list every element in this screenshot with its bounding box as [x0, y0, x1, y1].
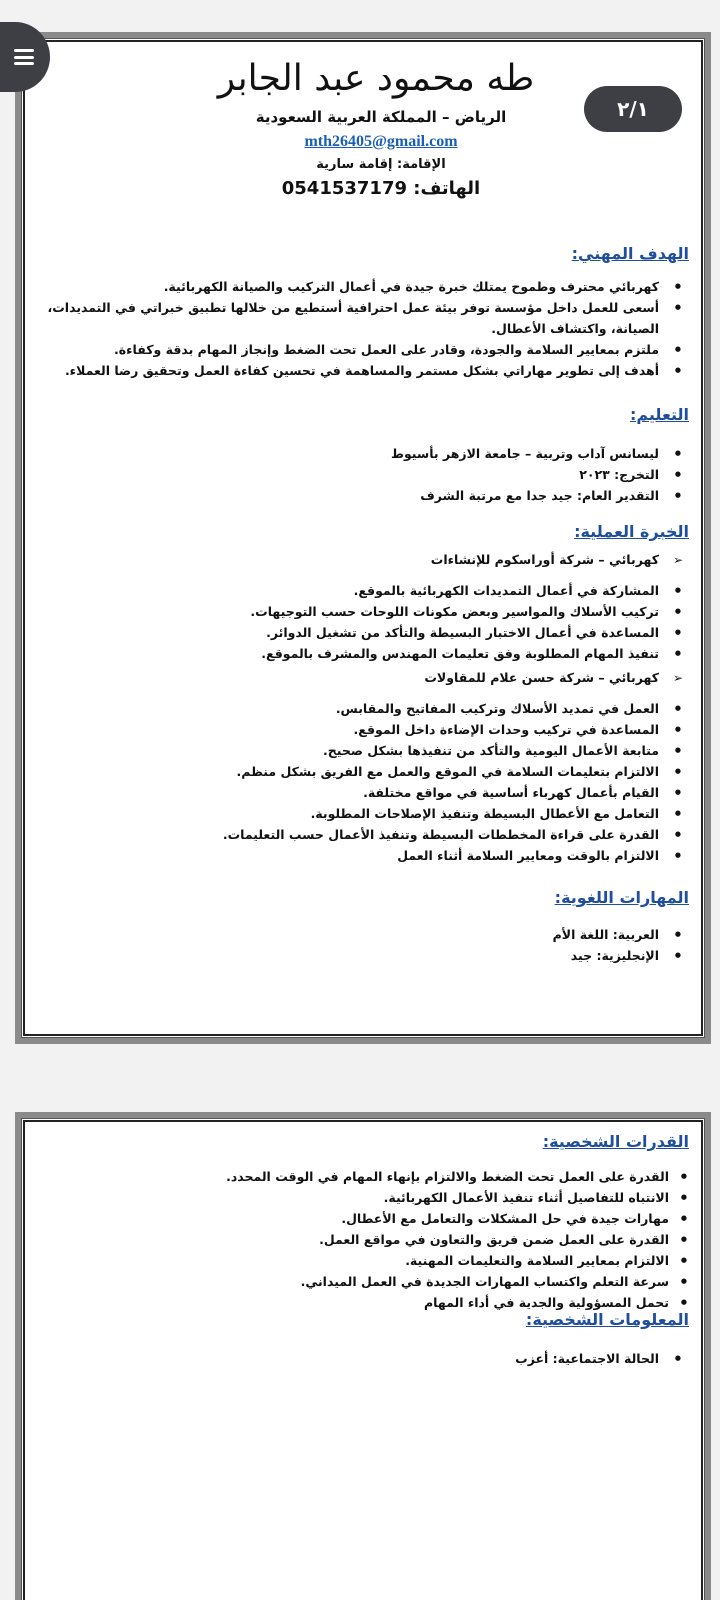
- email-link[interactable]: mth26405@gmail.com: [304, 133, 458, 150]
- list-item: ● القدرة على العمل ضمن فريق والتعاون في مواقع العمل.: [39, 1229, 689, 1250]
- list-item: ● تنفيذ المهام المطلوبة وفق تعليمات المهندس والمشرف بالموقع.: [39, 643, 689, 664]
- job-2-duties: [39, 698, 689, 866]
- job-heading: [39, 550, 689, 570]
- job-heading-text: كهربائي – شركة أوراسكوم للإنشاءات: [430, 552, 659, 567]
- job-heading: [39, 668, 689, 688]
- abilities-title: القدرات الشخصية:: [542, 1132, 689, 1151]
- list-item: ● العمل في تمديد الأسلاك وتركيب المفاتيح والمقابس.: [39, 698, 689, 719]
- list-item: ● مهارات جيدة في حل المشكلات والتعامل مع الأعطال.: [39, 1208, 689, 1229]
- list-item: ● متابعة الأعمال اليومية والتأكد من تنفيذها بشكل صحيح.: [39, 740, 689, 761]
- list-item: ● أسعى للعمل داخل مؤسسة توفر بيئة عمل احترافية أستطيع من خلالها تطبيق خبراتي في التمديدات، الصيانة، واكتشاف الأعطال.: [39, 297, 689, 339]
- job-heading-text: كهربائي – شركة حسن علام للمقاولات: [424, 670, 659, 685]
- list-item: ● ليسانس آداب وتربية – جامعة الازهر بأسيوط: [39, 443, 689, 464]
- candidate-name: طه محمود عبد الجابر: [217, 58, 535, 99]
- list-item: ● القدرة على قراءة المخططات البسيطة وتنفيذ الأعمال حسب التعليمات.: [39, 824, 689, 845]
- list-item: ● المساعدة في أعمال الاختبار البسيطة والتأكد من تشغيل الدوائر.: [39, 622, 689, 643]
- list-item: ● التخرج: ٢٠٢٣: [39, 464, 689, 485]
- page-2: [15, 1112, 711, 1600]
- list-item: ● الحالة الاجتماعية: أعزب: [39, 1348, 689, 1369]
- list-item: ● القدرة على العمل تحت الضغط والالتزام بإنهاء المهام في الوقت المحدد.: [39, 1166, 689, 1187]
- list-item: ● التعامل مع الأعطال البسيطة وتنفيذ الإصلاحات المطلوبة.: [39, 803, 689, 824]
- objective-list: [39, 276, 689, 381]
- phone-number: الهاتف: 0541537179: [281, 178, 481, 199]
- education-title: التعليم:: [629, 405, 689, 424]
- page-1: [15, 32, 711, 1044]
- list-item: ● القيام بأعمال كهرباء أساسية في مواقع مختلفة.: [39, 782, 689, 803]
- hamburger-menu-icon: [14, 49, 34, 65]
- location: الرياض – المملكة العربية السعودية: [255, 108, 507, 126]
- list-item: ● أهدف إلى تطوير مهاراتي بشكل مستمر والمساهمة في تحسين كفاءة العمل وتحقيق رضا العملاء.: [39, 360, 689, 381]
- abilities-list: [39, 1166, 689, 1313]
- list-item: ● تحمل المسؤولية والجدية في أداء المهام: [39, 1292, 689, 1313]
- job-1-duties: [39, 580, 689, 664]
- list-item: ● الالتزام بالوقت ومعايير السلامة أثناء العمل: [39, 845, 689, 866]
- personal-info-title: المعلومات الشخصية:: [525, 1310, 689, 1329]
- list-item: ● الانتباه للتفاصيل أثناء تنفيذ الأعمال الكهربائية.: [39, 1187, 689, 1208]
- arrow-bullet-icon: ➢: [672, 553, 683, 567]
- languages-title: المهارات اللغوية:: [554, 888, 689, 907]
- education-list: [39, 443, 689, 506]
- list-item: ● ملتزم بمعايير السلامة والجودة، وقادر على العمل تحت الضغط وإنجاز المهام بدقة وكفاءة.: [39, 339, 689, 360]
- experience-title: الخبرة العملية:: [574, 522, 689, 541]
- list-item: ● الالتزام بمعايير السلامة والتعليمات المهنية.: [39, 1250, 689, 1271]
- list-item: ● العربية: اللغة الأم: [39, 924, 689, 945]
- objective-title: الهدف المهني:: [571, 244, 689, 263]
- page-indicator: ٢/١: [584, 86, 682, 132]
- list-item: ● الالتزام بتعليمات السلامة في الموقع والعمل مع الفريق بشكل منظم.: [39, 761, 689, 782]
- list-item: ● تركيب الأسلاك والمواسير وبعض مكونات اللوحات حسب التوجيهات.: [39, 601, 689, 622]
- list-item: ● كهربائي محترف وطموح يمتلك خبرة جيدة في أعمال التركيب والصيانة الكهربائية.: [39, 276, 689, 297]
- list-item: ● التقدير العام: جيد جدا مع مرتبة الشرف: [39, 485, 689, 506]
- languages-list: [39, 924, 689, 966]
- list-item: ● المشاركة في أعمال التمديدات الكهربائية بالموقع.: [39, 580, 689, 601]
- list-item: ● الإنجليزية: جيد: [39, 945, 689, 966]
- list-item: ● المساعدة في تركيب وحدات الإضاءة داخل الموقع.: [39, 719, 689, 740]
- list-item: ● سرعة التعلم واكتساب المهارات الجديدة في العمل الميداني.: [39, 1271, 689, 1292]
- arrow-bullet-icon: ➢: [672, 671, 683, 685]
- residence-status: الإقامة: إقامة سارية: [316, 157, 446, 172]
- personal-info-list: [39, 1348, 689, 1369]
